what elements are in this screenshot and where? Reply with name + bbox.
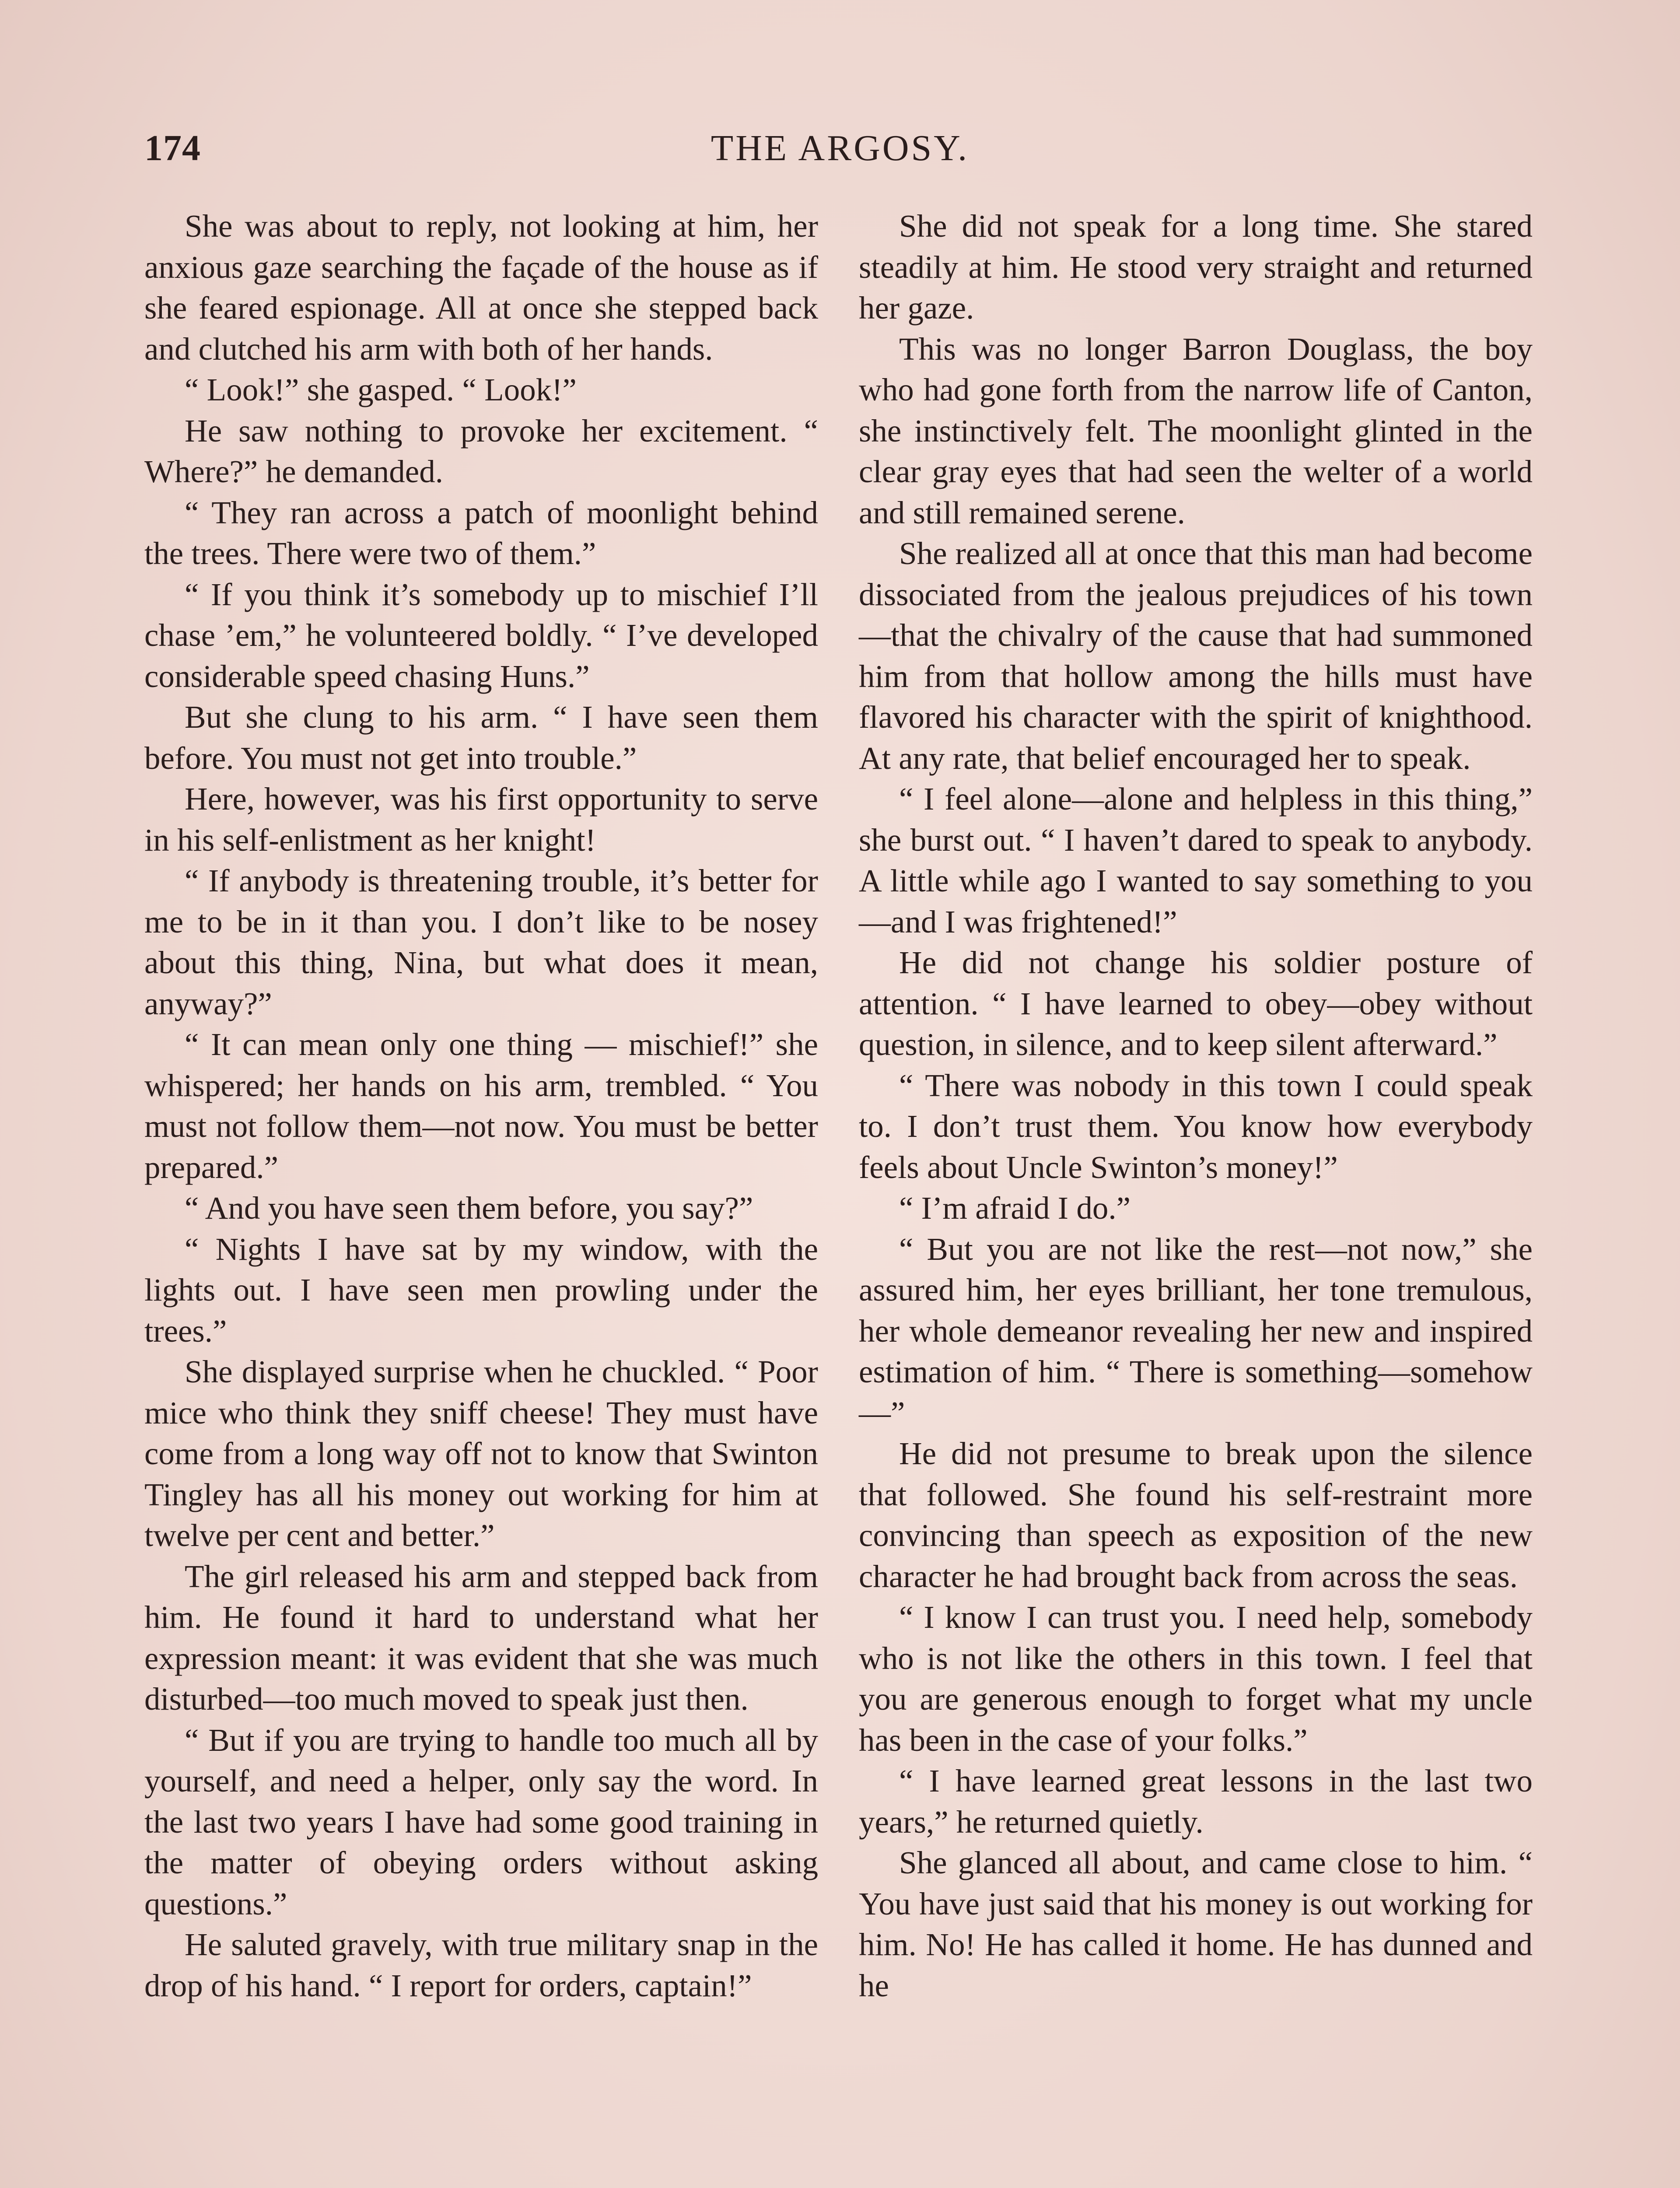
paragraph: “ And you have seen them before, you say?”	[185, 1190, 753, 1226]
paragraph: She displayed surprise when he chuckled. “ Poor mice who think they sniff cheese! They must have come from a long way off not to know that Swinton Tingley has all his money out working for him at twelve per cent and better.”	[144, 1354, 818, 1553]
paragraph: This was no longer Barron Douglass, the boy who had gone forth from the narrow life of Canton, she instinctively felt. The moonlight glinted in the clear gray eyes that had seen the welter of a world and still remained serene.	[859, 331, 1533, 530]
paragraph: “ Nights I have sat by my window, with the lights out. I have seen men prowling under the trees.”	[144, 1231, 818, 1349]
left-column	[144, 206, 818, 2006]
paragraph: “ They ran across a patch of moonlight behind the trees. There were two of them.”	[144, 494, 818, 571]
paragraph: He did not presume to break upon the silence that followed. She found his self-restraint more convincing than speech as exposition of the new character he had brought back from across the seas.	[859, 1436, 1533, 1594]
paragraph: “ If you think it’s somebody up to mischief I’ll chase ’em,” he volunteered boldly. “ I’ve developed considerable speed chasing Huns.”	[144, 576, 818, 694]
paragraph: “ There was nobody in this town I could speak to. I don’t trust them. You know how everybody feels about Uncle Swinton’s money!”	[859, 1067, 1533, 1185]
paragraph: But she clung to his arm. “ I have seen them before. You must not get into trouble.”	[144, 699, 818, 776]
paragraph: “ But if you are trying to handle too much all by yourself, and need a helper, only say the word. In the last two years I have had some good training in the matter of obeying orders without asking questions.”	[144, 1722, 818, 1922]
paragraph: “ I feel alone—alone and helpless in this thing,” she burst out. “ I haven’t dared to speak to anybody. A little while ago I wanted to say something to you—and I was frightened!”	[859, 781, 1533, 940]
paragraph: He did not change his soldier posture of attention. “ I have learned to obey—obey without question, in silence, and to keep silent afterward.”	[859, 945, 1533, 1062]
page-number: 174	[144, 128, 201, 168]
paragraph: Here, however, was his first opportunity to serve in his self-enlistment as her knight!	[144, 781, 818, 858]
right-column	[859, 206, 1533, 2006]
paragraph: He saw nothing to provoke her excitement. “ Where?” he demanded.	[144, 413, 818, 489]
page-header	[144, 127, 1536, 179]
paragraph: “ I have learned great lessons in the last two years,” he returned quietly.	[859, 1763, 1533, 1840]
paragraph: “ I know I can trust you. I need help, somebody who is not like the others in this town. I feel that you are generous enough to forget what my uncle has been in the case of your folks.”	[859, 1599, 1533, 1758]
paragraph: “ If anybody is threatening trouble, it’s better for me to be in it than you. I don’t like to be nosey about this thing, Nina, but what does it mean, anyway?”	[144, 863, 818, 1021]
paragraph: The girl released his arm and stepped back from him. He found it hard to understand what her expression meant: it was evident that she was much disturbed—too much moved to speak just then.	[144, 1558, 818, 1717]
paragraph: He saluted gravely, with true military snap in the drop of his hand. “ I report for orders, captain!”	[144, 1927, 818, 2003]
paragraph: She realized all at once that this man had become dissociated from the jealous prejudices of his town—that the chivalry of the cause that had summoned him from that hollow among the hills must have flavored his character with the spirit of knighthood. At any rate, that belief encouraged her to speak.	[859, 536, 1533, 776]
paragraph: She did not speak for a long time. She stared steadily at him. He stood very straight and returned her gaze.	[859, 208, 1533, 326]
paragraph: She was about to reply, not looking at him, her anxious gaze searching the façade of the house as if she feared espionage. All at once she stepped back and clutched his arm with both of her hands.	[144, 208, 818, 367]
paragraph: She glanced all about, and came close to him. “ You have just said that his money is out working for him. No! He has called it home. He has dunned and he	[859, 1845, 1533, 2003]
paragraph: “ It can mean only one thing — mischief!” she whispered; her hands on his arm, trembled. “ You must not follow them—not now. You must be better prepared.”	[144, 1027, 818, 1185]
paragraph: “ But you are not like the rest—not now,” she assured him, her eyes brilliant, her tone tremulous, her whole demeanor revealing her new and inspired estimation of him. “ There is something—somehow—”	[859, 1231, 1533, 1431]
running-title: THE ARGOSY.	[710, 128, 970, 168]
paragraph: “ Look!” she gasped. “ Look!”	[185, 372, 577, 407]
paragraph: “ I’m afraid I do.”	[899, 1190, 1130, 1226]
